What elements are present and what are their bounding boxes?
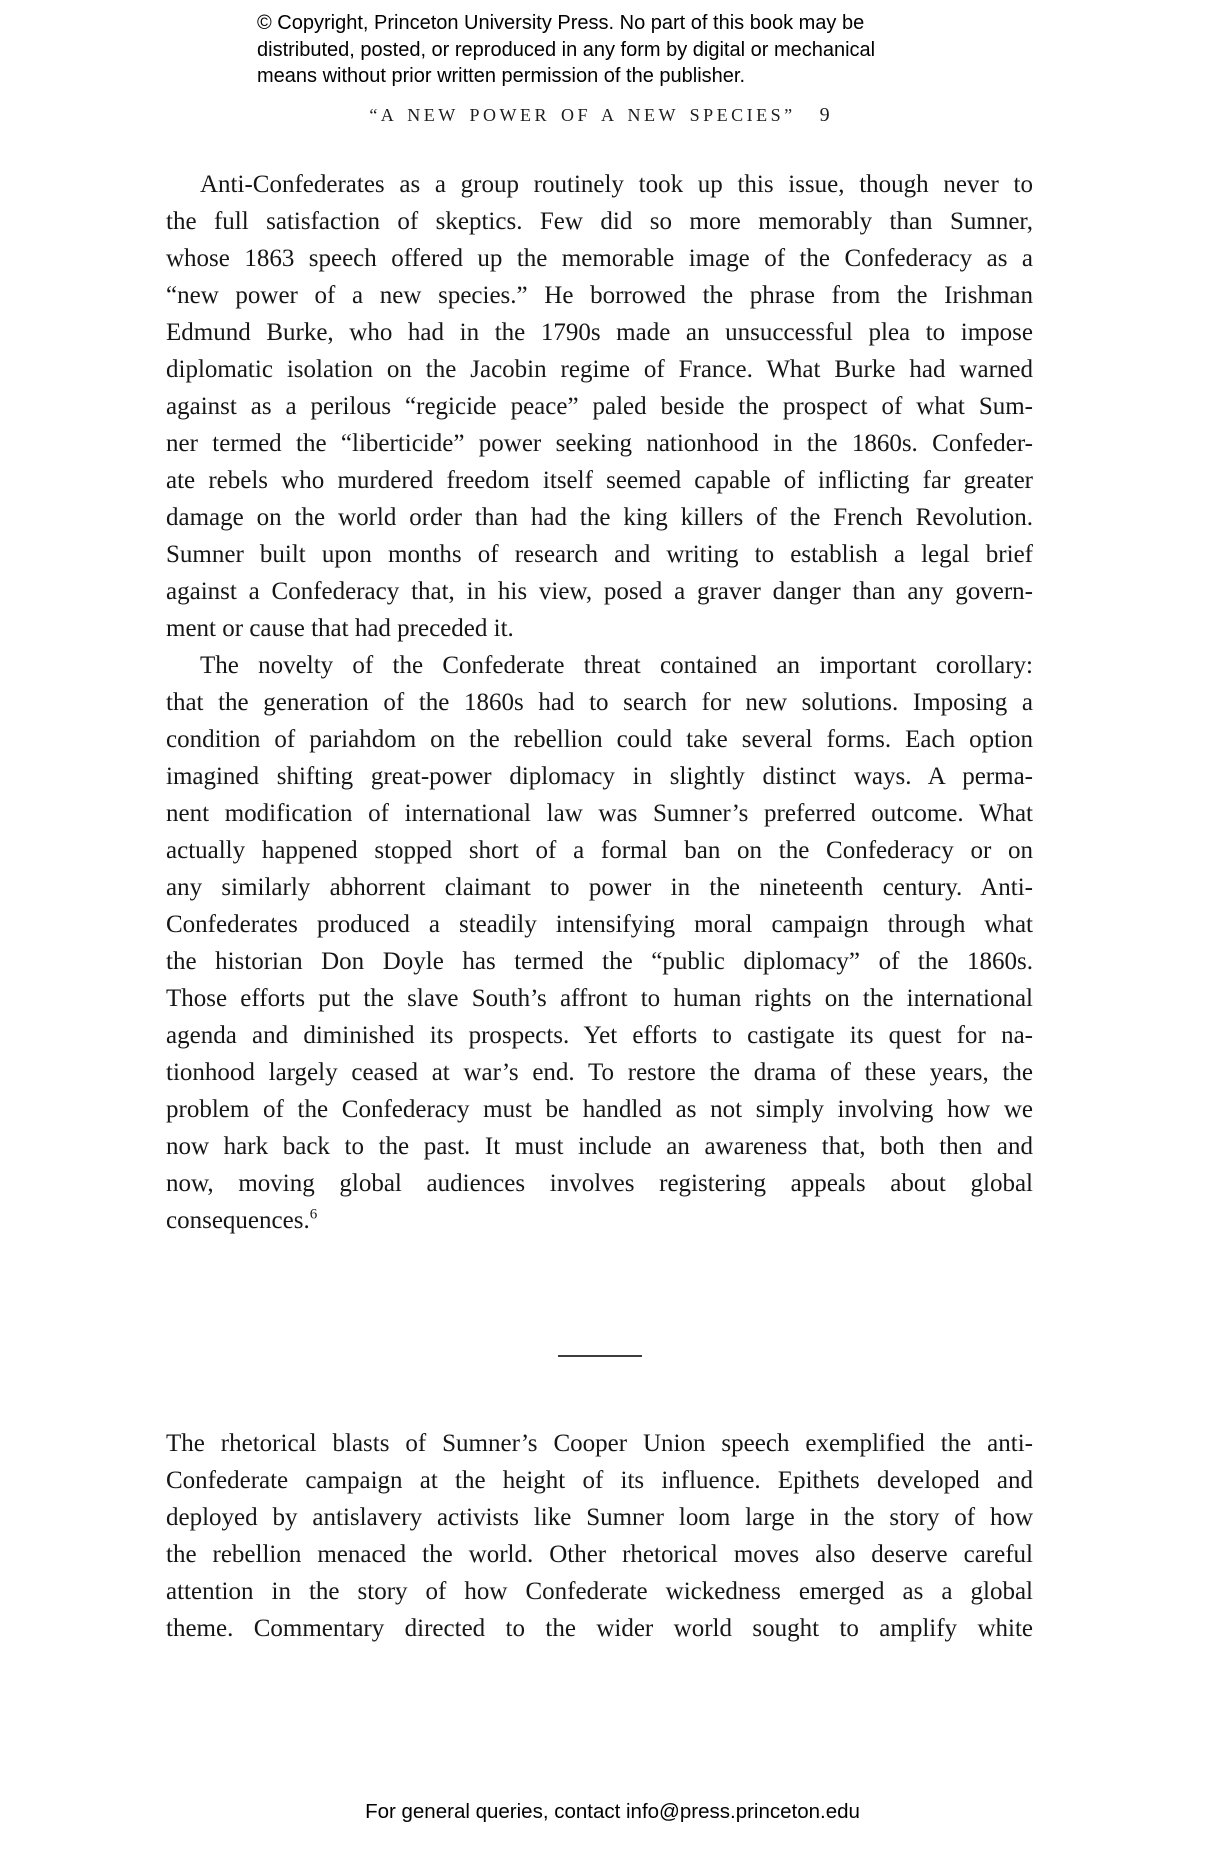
body-line: Confederates produced a steadily intensifying moral campaign through what: [166, 911, 1033, 938]
body-line: problem of the Confederacy must be handled as not simply involving how we: [166, 1096, 1033, 1123]
body-line: ment or cause that had preceded it.: [166, 615, 514, 642]
footnote-marker: 6: [309, 1206, 318, 1223]
body-line: [166, 1202, 1033, 1239]
body-line: deployed by antislavery activists like Sumner loom large in the story of how: [166, 1504, 1033, 1531]
running-head-title: “A NEW POWER OF A NEW SPECIES”: [369, 105, 796, 125]
body-line: the historian Don Doyle has termed the “public diplomacy” of the 1860s.: [166, 948, 1033, 975]
body-line: Edmund Burke, who had in the 1790s made an unsuccessful plea to impose: [166, 319, 1033, 346]
body-line: the full satisfaction of skeptics. Few did so more memorably than Sumner,: [166, 208, 1033, 235]
body-line: Those efforts put the slave South’s affront to human rights on the international: [166, 985, 1033, 1012]
body-text: [166, 166, 1033, 1647]
body-line: attention in the story of how Confederate wickedness emerged as a global: [166, 1578, 1033, 1605]
body-line: damage on the world order than had the king killers of the French Revolution.: [166, 504, 1033, 531]
paragraph: [166, 647, 1033, 1239]
page-number: 9: [819, 104, 830, 126]
body-line: the rebellion menaced the world. Other rhetorical moves also deserve careful: [166, 1541, 1033, 1568]
body-line: The novelty of the Confederate threat contained an important corollary:: [200, 652, 1033, 679]
body-line: now hark back to the past. It must include an awareness that, both then and: [166, 1133, 1033, 1160]
body-section: [166, 1425, 1033, 1647]
body-line: The rhetorical blasts of Sumner’s Cooper Union speech exemplified the anti-: [166, 1430, 1033, 1457]
body-line: “new power of a new species.” He borrowed the phrase from the Irishman: [166, 282, 1033, 309]
body-line: actually happened stopped short of a formal ban on the Confederacy or on: [166, 837, 1033, 864]
body-line: against as a perilous “regicide peace” paled beside the prospect of what Sum-: [166, 393, 1033, 420]
copyright-notice: [257, 10, 875, 90]
copyright-line: © Copyright, Princeton University Press. No part of this book may be: [257, 12, 865, 34]
body-line-text: consequences.: [166, 1207, 310, 1234]
body-line: against a Confederacy that, in his view, posed a graver danger than any govern-: [166, 578, 1033, 605]
running-head: [166, 104, 1033, 127]
copyright-line: means without prior written permission of the publisher.: [257, 65, 746, 87]
body-line: ner termed the “liberticide” power seeking nationhood in the 1860s. Confeder-: [166, 430, 1033, 457]
body-line: condition of pariahdom on the rebellion could take several forms. Each option: [166, 726, 1033, 753]
body-line: tionhood largely ceased at war’s end. To restore the drama of these years, the: [166, 1059, 1033, 1086]
body-line: any similarly abhorrent claimant to power in the nineteenth century. Anti-: [166, 874, 1033, 901]
body-line: that the generation of the 1860s had to search for new solutions. Imposing a: [166, 689, 1033, 716]
body-line: Sumner built upon months of research and writing to establish a legal brief: [166, 541, 1033, 568]
body-line: theme. Commentary directed to the wider world sought to amplify white: [166, 1615, 1033, 1642]
body-line: imagined shifting great-power diplomacy in slightly distinct ways. A perma-: [166, 763, 1033, 790]
body-line: diplomatic isolation on the Jacobin regime of France. What Burke had warned: [166, 356, 1033, 383]
footer-text: For general queries, contact info@press.princeton.edu: [365, 1800, 860, 1823]
body-line: Confederate campaign at the height of its influence. Epithets developed and: [166, 1467, 1033, 1494]
body-line: whose 1863 speech offered up the memorable image of the Confederacy as a: [166, 245, 1033, 272]
body-line: ate rebels who murdered freedom itself seemed capable of inflicting far greater: [166, 467, 1033, 494]
section-divider: [558, 1355, 642, 1357]
body-section: [166, 166, 1033, 1239]
body-line: agenda and diminished its prospects. Yet efforts to castigate its quest for na-: [166, 1022, 1033, 1049]
page-footer: [0, 1800, 1225, 1824]
paragraph: [166, 166, 1033, 647]
copyright-line: distributed, posted, or reproduced in any form by digital or mechanical: [257, 38, 876, 61]
body-line: nent modification of international law was Sumner’s preferred outcome. What: [166, 800, 1033, 827]
body-line: Anti-Confederates as a group routinely took up this issue, though never to: [200, 171, 1033, 198]
paragraph: [166, 1425, 1033, 1647]
body-line: now, moving global audiences involves registering appeals about global: [166, 1170, 1033, 1197]
